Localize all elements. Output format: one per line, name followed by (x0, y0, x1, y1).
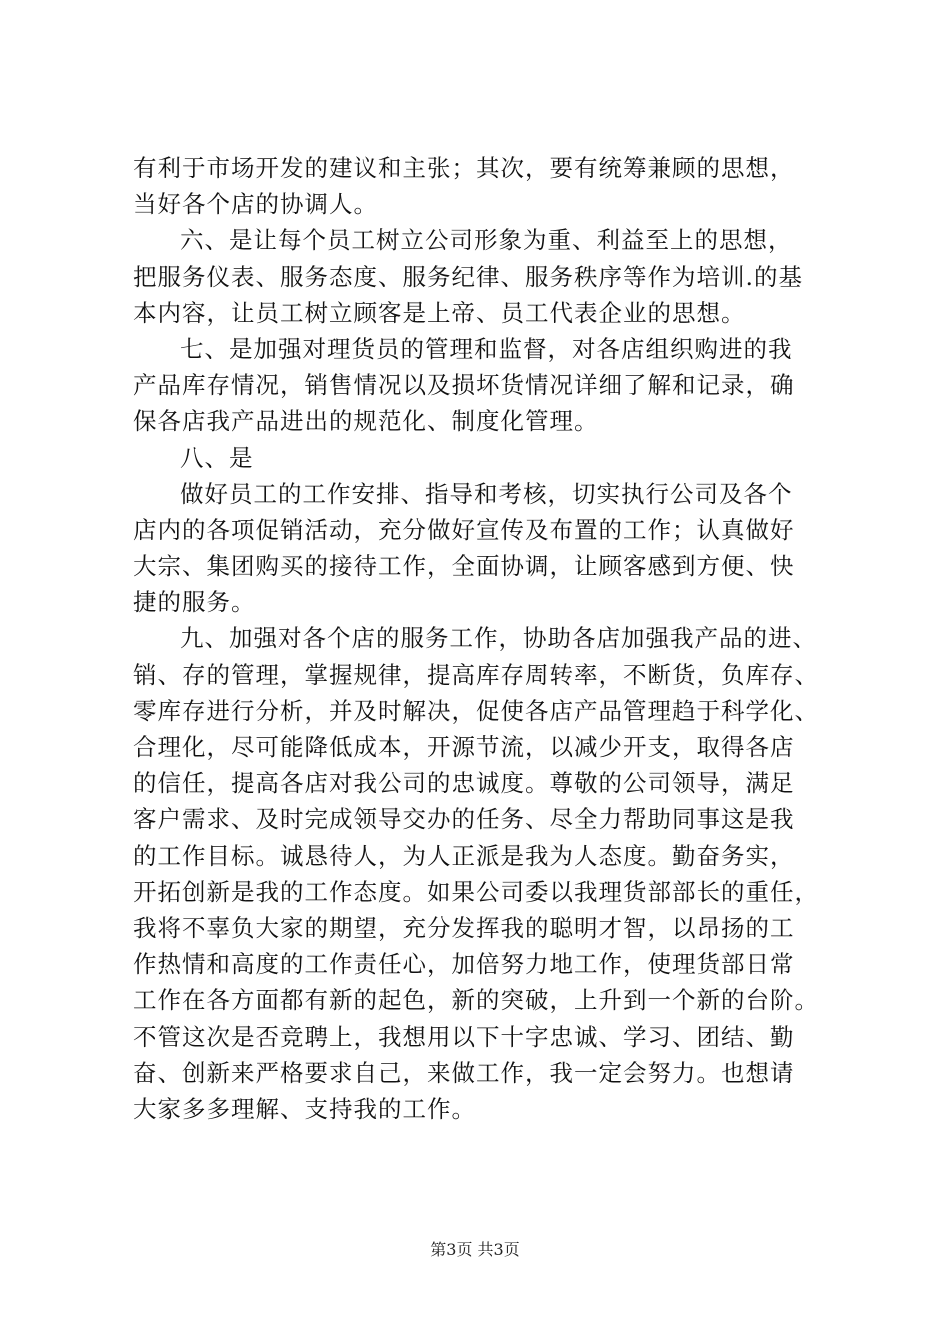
text-line: 客户需求、及时完成领导交办的任务、尽全力帮助同事这是我 (133, 805, 795, 834)
text-line: 把服务仪表、服务态度、服务纪律、服务秩序等作为培训.的基 (133, 262, 803, 291)
paragraph-eight-start: 做好员工的工作安排、指导和考核，切实执行公司及各个 (180, 479, 793, 508)
text-line: 本内容，让员工树立顾客是上帝、员工代表企业的思想。 (133, 298, 746, 327)
text-line: 销、存的管理，掌握规律，提高库存周转率，不断货，负库存、 (133, 660, 819, 689)
text-line: 当好各个店的协调人。 (133, 190, 378, 219)
text-line: 大宗、集团购买的接待工作，全面协调，让顾客感到方便、快 (133, 552, 795, 581)
text-line: 产品库存情况，销售情况以及损坏货情况详细了解和记录，确 (133, 371, 795, 400)
text-line: 我将不辜负大家的期望，充分发挥我的聪明才智，以昂扬的工 (133, 913, 795, 942)
paragraph-eight-heading: 八、是 (180, 443, 254, 472)
text-line: 作热情和高度的工作责任心，加倍努力地工作，使理货部日常 (133, 950, 795, 979)
document-body (133, 150, 833, 1127)
text-line: 有利于市场开发的建议和主张；其次，要有统筹兼顾的思想， (133, 154, 795, 182)
text-line: 工作在各方面都有新的起色，新的突破，上升到一个新的台阶。 (133, 986, 819, 1015)
paragraph-nine-start: 九、加强对各个店的服务工作，协助各店加强我产品的进、 (180, 624, 817, 653)
text-line: 大家多多理解、支持我的工作。 (133, 1094, 476, 1123)
text-line: 不管这次是否竞聘上，我想用以下十字忠诚、学习、团结、勤 (133, 1022, 795, 1051)
text-line: 奋、创新来严格要求自己，来做工作，我一定会努力。也想请 (133, 1058, 795, 1087)
paragraph-six-start: 六、是让每个员工树立公司形象为重、利益至上的思想， (180, 226, 793, 255)
page-footer (0, 1240, 950, 1260)
page-number-label: 第3页 共3页 (430, 1240, 520, 1259)
text-line: 捷的服务。 (133, 588, 256, 617)
text-line: 的工作目标。诚恳待人，为人正派是我为人态度。勤奋务实， (133, 841, 795, 870)
text-line: 合理化，尽可能降低成本，开源节流，以减少开支，取得各店 (133, 733, 795, 761)
paragraph-seven-start: 七、是加强对理货员的管理和监督，对各店组织购进的我 (180, 334, 793, 363)
text-line: 开拓创新是我的工作态度。如果公司委以我理货部部长的重任， (133, 877, 819, 906)
text-line: 保各店我产品进出的规范化、制度化管理。 (133, 407, 599, 436)
text-line: 的信任，提高各店对我公司的忠诚度。尊敬的公司领导，满足 (133, 769, 795, 798)
text-line: 店内的各项促销活动，充分做好宣传及布置的工作；认真做好 (133, 515, 795, 544)
text-line: 零库存进行分析，并及时解决，促使各店产品管理趋于科学化、 (133, 696, 819, 725)
